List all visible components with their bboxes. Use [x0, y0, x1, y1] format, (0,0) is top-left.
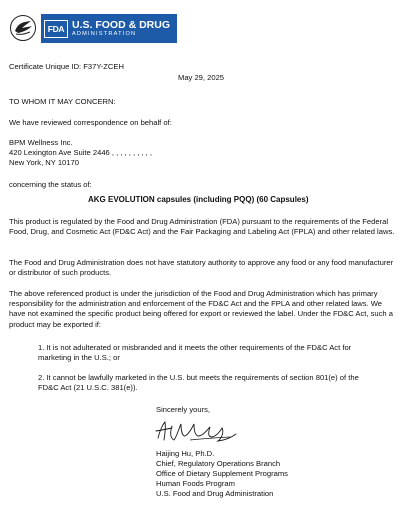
hhs-seal-icon: [9, 14, 37, 42]
signatory-center: Human Foods Program: [156, 479, 235, 488]
signatory-agency: U.S. Food and Drug Administration: [156, 489, 274, 498]
fda-logo: [41, 14, 177, 43]
letter-date: May 29, 2025: [178, 73, 225, 82]
regulation-paragraph: This product is regulated by the Food and Drug Administration (FDA) pursuant to the requirements of the Federal Food, Drug, and Cosmetic Act (FD&C Act) and the Fair Packaging and Labeling Act (FPLA) and other related laws.: [9, 217, 395, 237]
certificate-id: Certificate Unique ID: F37Y-ZCEH: [9, 62, 124, 71]
condition-item: 1. It is not adulterated or misbranded and it meets the other requirements of the FD&C Act for marketing in the U.S.; or: [38, 343, 352, 363]
signatory-title: Chief, Regulatory Operations Branch: [156, 459, 281, 468]
signatory-office: Office of Dietary Supplement Programs: [156, 469, 288, 478]
status-line: concerning the status of:: [9, 180, 92, 189]
signatory-name: Haijing Hu, Ph.D.: [156, 449, 215, 458]
handwritten-signature: [150, 416, 242, 446]
fda-logo-box: FDA: [44, 20, 68, 38]
jurisdiction-paragraph: The above referenced product is under the jurisdiction of the Food and Drug Administration which has primary responsibility for the administration and enforcement of the FD&C Act and the FPLA and other related laws. We have not examined the specific product being offered for export or reviewed the label. Under the FD&C Act, such a product may be exported if:: [9, 289, 393, 329]
address-street: 420 Lexington Ave Suite 2446 , , , , , , , , , ,: [9, 148, 152, 157]
salutation: TO WHOM IT MAY CONCERN:: [9, 97, 116, 106]
closing: Sincerely yours,: [156, 405, 211, 414]
fda-logo-subtitle: ADMINISTRATION: [72, 31, 137, 37]
intro-line: We have reviewed correspondence on behalf of:: [9, 118, 172, 127]
address-city: New York, NY 10170: [9, 158, 79, 167]
fda-logo-name: U.S. FOOD & DRUG: [72, 19, 171, 31]
condition-item: 2. It cannot be lawfully marketed in the U.S. but meets the requirements of section 801(e) of the FD&C Act (21 U.S.C. 381(e)).: [38, 373, 359, 393]
authority-paragraph: The Food and Drug Administration does not have statutory authority to approve any food or any food manufacturer or distributor of such products.: [9, 258, 394, 278]
product-name: AKG EVOLUTION capsules (including PQQ) (60 Capsules): [88, 195, 309, 204]
address-name: BPM Wellness Inc.: [9, 138, 73, 147]
